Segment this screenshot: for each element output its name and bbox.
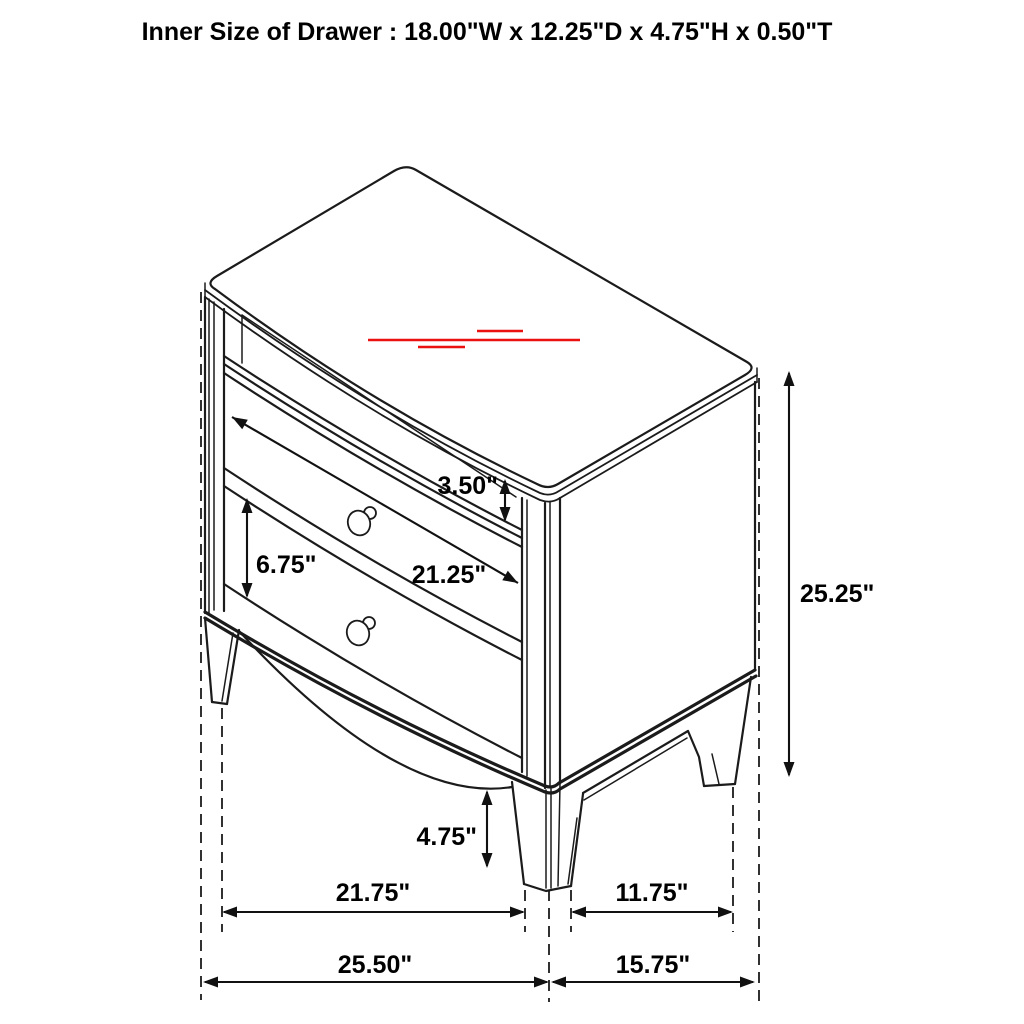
dim-label-leg-height: 4.75" — [416, 823, 477, 851]
dim-label-overall-depth: 15.75" — [615, 951, 691, 979]
dim-label-overall-width: 25.50" — [337, 951, 413, 979]
dim-label-drawer-width-diagonal: 21.25" — [411, 561, 487, 589]
dim-label-drawer-front-height: 6.75" — [256, 551, 317, 579]
dim-label-shelf-opening-height: 3.50" — [437, 472, 498, 500]
dim-label-overall-height: 25.25" — [800, 580, 875, 608]
dim-label-side-leg-span: 11.75" — [615, 879, 689, 907]
drawing-title: Inner Size of Drawer : 18.00"W x 12.25"D x 4.75"H x 0.50"T — [141, 18, 833, 46]
dim-label-front-leg-span: 21.75" — [335, 879, 411, 907]
